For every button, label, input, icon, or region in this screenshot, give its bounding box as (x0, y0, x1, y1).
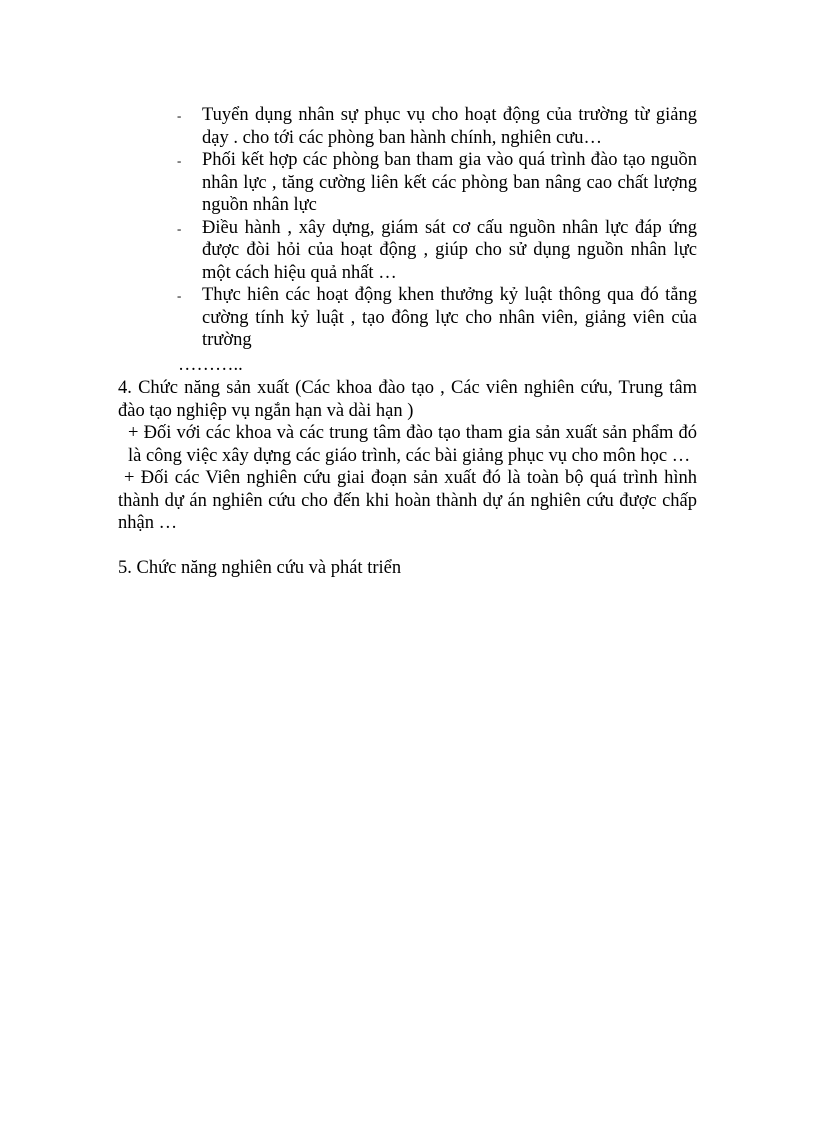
list-item (175, 217, 697, 285)
section-5-heading: 5. Chức năng nghiên cứu và phát triển (118, 558, 402, 578)
responsibility-list (175, 104, 697, 352)
list-item (175, 149, 697, 217)
section-4-paragraph-2: + Đối các Viên nghiên cứu giai đoạn sản xuất đó là toàn bộ quá trình hình thành dự án nghiên cứu cho đến khi hoàn thành dự án nghiên cứu được chấp nhận … (118, 468, 697, 533)
list-item (175, 104, 697, 149)
list-item-text: Tuyển dụng nhân sự phục vụ cho hoạt động của trường từ giảng dạy . cho tới các phòng ban hành chính, nghiên cưu… (202, 105, 697, 148)
bullet-marker: - (177, 288, 182, 303)
list-item-text: Điều hành , xây dựng, giám sát cơ cấu nguồn nhân lực đáp ứng được đòi hỏi của hoạt động , giúp cho sử dụng nguồn nhân lực một cách hiệu quả nhất … (202, 217, 697, 283)
section-4-heading: 4. Chức năng sản xuất (Các khoa đào tạo , Các viên nghiên cứu, Trung tâm đào tạo nghiệp vụ ngắn hạn và dài hạn ) (118, 378, 697, 421)
list-item (175, 284, 697, 352)
bullet-marker: - (177, 220, 182, 236)
bullet-marker: - (177, 108, 182, 123)
section-4-paragraph-1: + Đối với các khoa và các trung tâm đào tạo tham gia sản xuất sản phẩm đó là công việc xây dựng các giáo trình, các bài giảng phục vụ cho môn học … (128, 423, 697, 466)
list-item-text: Phối kết hợp các phòng ban tham gia vào quá trình đào tạo nguồn nhân lực , tăng cường liên kết các phòng ban nâng cao chất lượng nguồn nhân lực (202, 150, 697, 215)
bullet-marker: - (177, 153, 182, 168)
list-item-text: Thực hiên các hoạt động khen thưởng kỷ luật thông qua đó tẳng cường tính kỷ luật , tạo đông lực cho nhân viên, giảng viên của trường (202, 285, 697, 350)
body-text (118, 377, 697, 580)
paragraph-gap (118, 535, 697, 558)
ellipsis-dots: ……….. (178, 355, 243, 375)
